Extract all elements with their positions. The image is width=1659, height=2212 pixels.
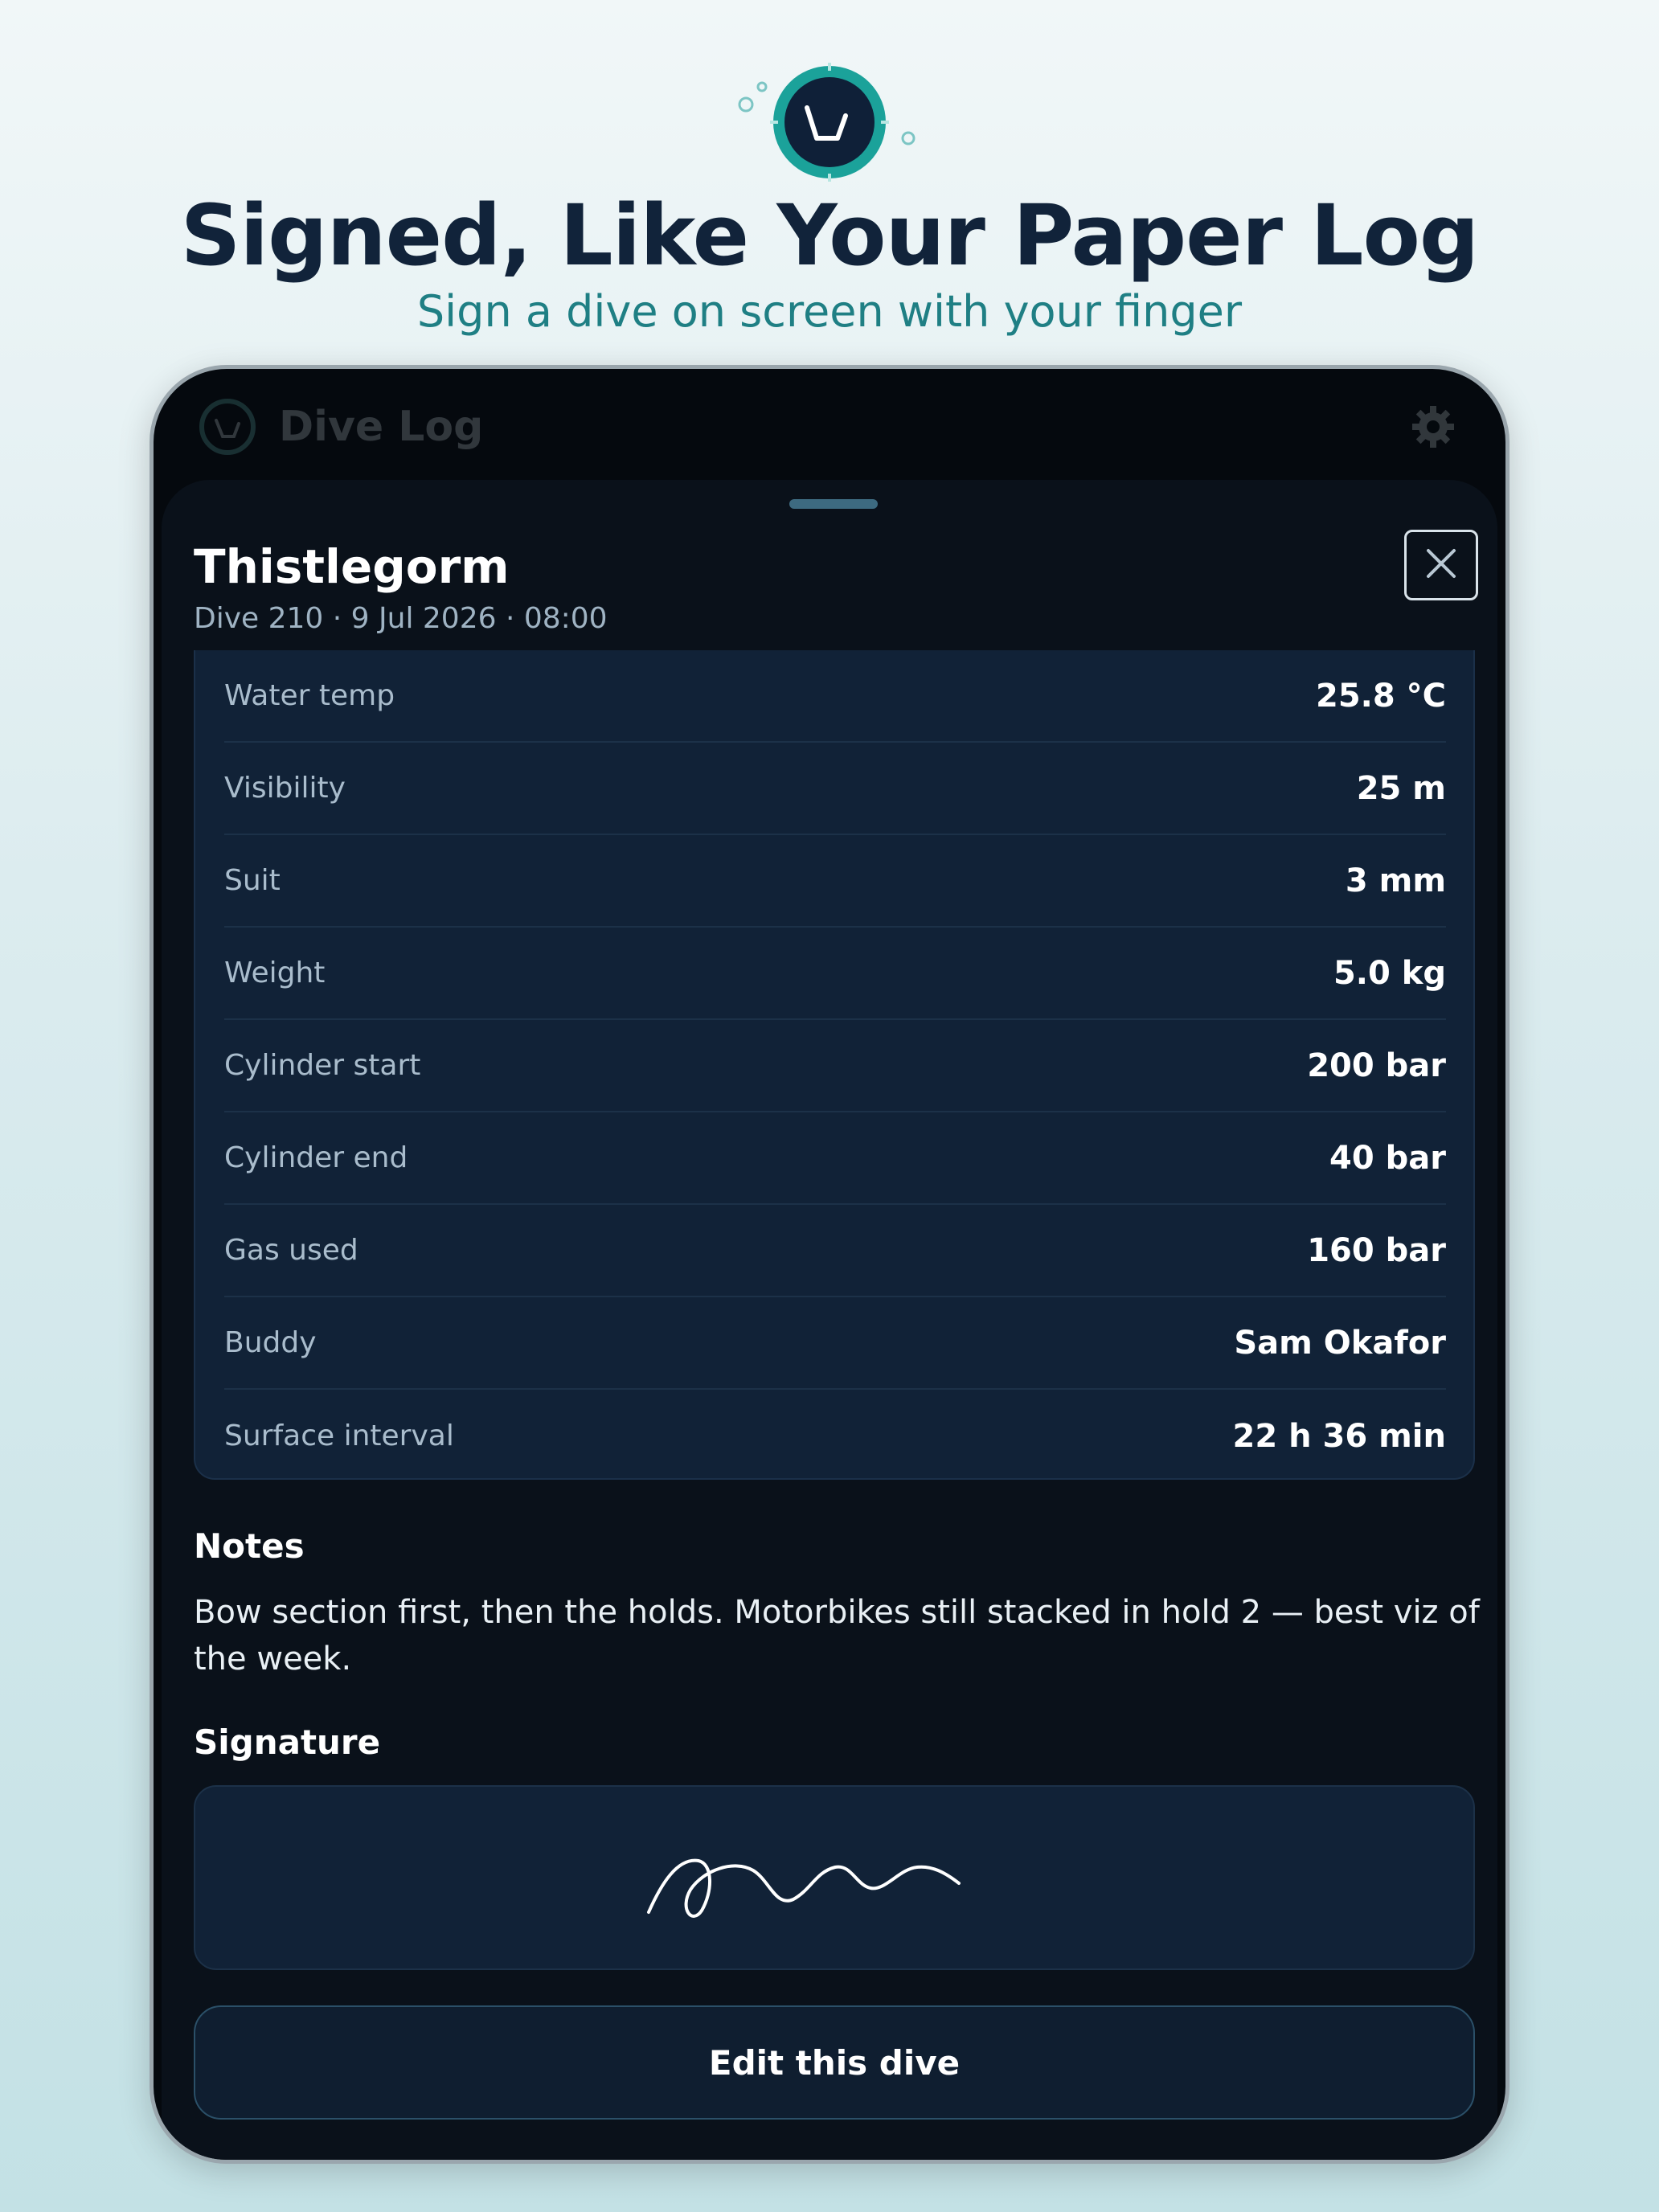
- signature-pad[interactable]: [194, 1785, 1475, 1970]
- detail-row: [224, 1297, 1446, 1390]
- sheet-drag-handle[interactable]: [789, 499, 878, 509]
- close-button[interactable]: [1404, 530, 1478, 600]
- detail-row: [224, 650, 1446, 743]
- detail-label: Cylinder start: [224, 1049, 421, 1082]
- detail-value: 5.0 kg: [1333, 954, 1446, 992]
- hero-logo-icon: [733, 55, 926, 191]
- dive-meta: Dive 210 · 9 Jul 2026 · 08:00: [194, 602, 608, 635]
- detail-label: Visibility: [224, 772, 346, 805]
- detail-value: 22 h 36 min: [1232, 1417, 1446, 1455]
- detail-value: 160 bar: [1307, 1231, 1446, 1269]
- page-subheadline: Sign a dive on screen with your finger: [416, 286, 1243, 337]
- detail-value: 40 bar: [1329, 1139, 1446, 1177]
- detail-row: [224, 1112, 1446, 1205]
- detail-label: Suit: [224, 864, 281, 897]
- detail-label: Cylinder end: [224, 1141, 408, 1174]
- notes-heading: Notes: [194, 1526, 305, 1566]
- detail-label: Water temp: [224, 679, 395, 712]
- detail-label: Gas used: [224, 1234, 358, 1267]
- dive-gauge-logo-icon: [199, 398, 256, 456]
- edit-dive-button[interactable]: Edit this dive: [194, 2005, 1475, 2120]
- detail-row: [224, 835, 1446, 928]
- detail-label: Surface interval: [224, 1419, 454, 1452]
- tablet-frame: [150, 365, 1509, 2164]
- dive-site-title: Thistlegorm: [194, 539, 510, 594]
- signature-stroke: [645, 1843, 967, 1923]
- close-icon: [1422, 544, 1460, 586]
- detail-row: [224, 743, 1446, 835]
- detail-row: [224, 1390, 1446, 1482]
- dive-details-table: [194, 650, 1475, 1480]
- detail-label: Buddy: [224, 1326, 317, 1359]
- app-title: Dive Log: [279, 403, 484, 451]
- detail-row: [224, 1205, 1446, 1297]
- detail-label: Weight: [224, 956, 326, 989]
- detail-row: [224, 1020, 1446, 1112]
- notes-text: Bow section first, then the holds. Motorbikes still stacked in hold 2 — best viz of the week.: [194, 1594, 1480, 1677]
- detail-value: 200 bar: [1307, 1047, 1446, 1084]
- detail-value: 25 m: [1356, 769, 1446, 807]
- detail-value: 3 mm: [1345, 862, 1446, 899]
- dive-detail-sheet: [162, 480, 1497, 2164]
- page-headline: Signed, Like Your Paper Log: [180, 186, 1479, 285]
- detail-value: Sam Okafor: [1234, 1324, 1446, 1362]
- app-bar: [154, 369, 1505, 481]
- detail-row: [224, 928, 1446, 1020]
- detail-value: 25.8 °C: [1316, 677, 1446, 715]
- signature-heading: Signature: [194, 1722, 381, 1762]
- gear-icon[interactable]: [1409, 403, 1457, 451]
